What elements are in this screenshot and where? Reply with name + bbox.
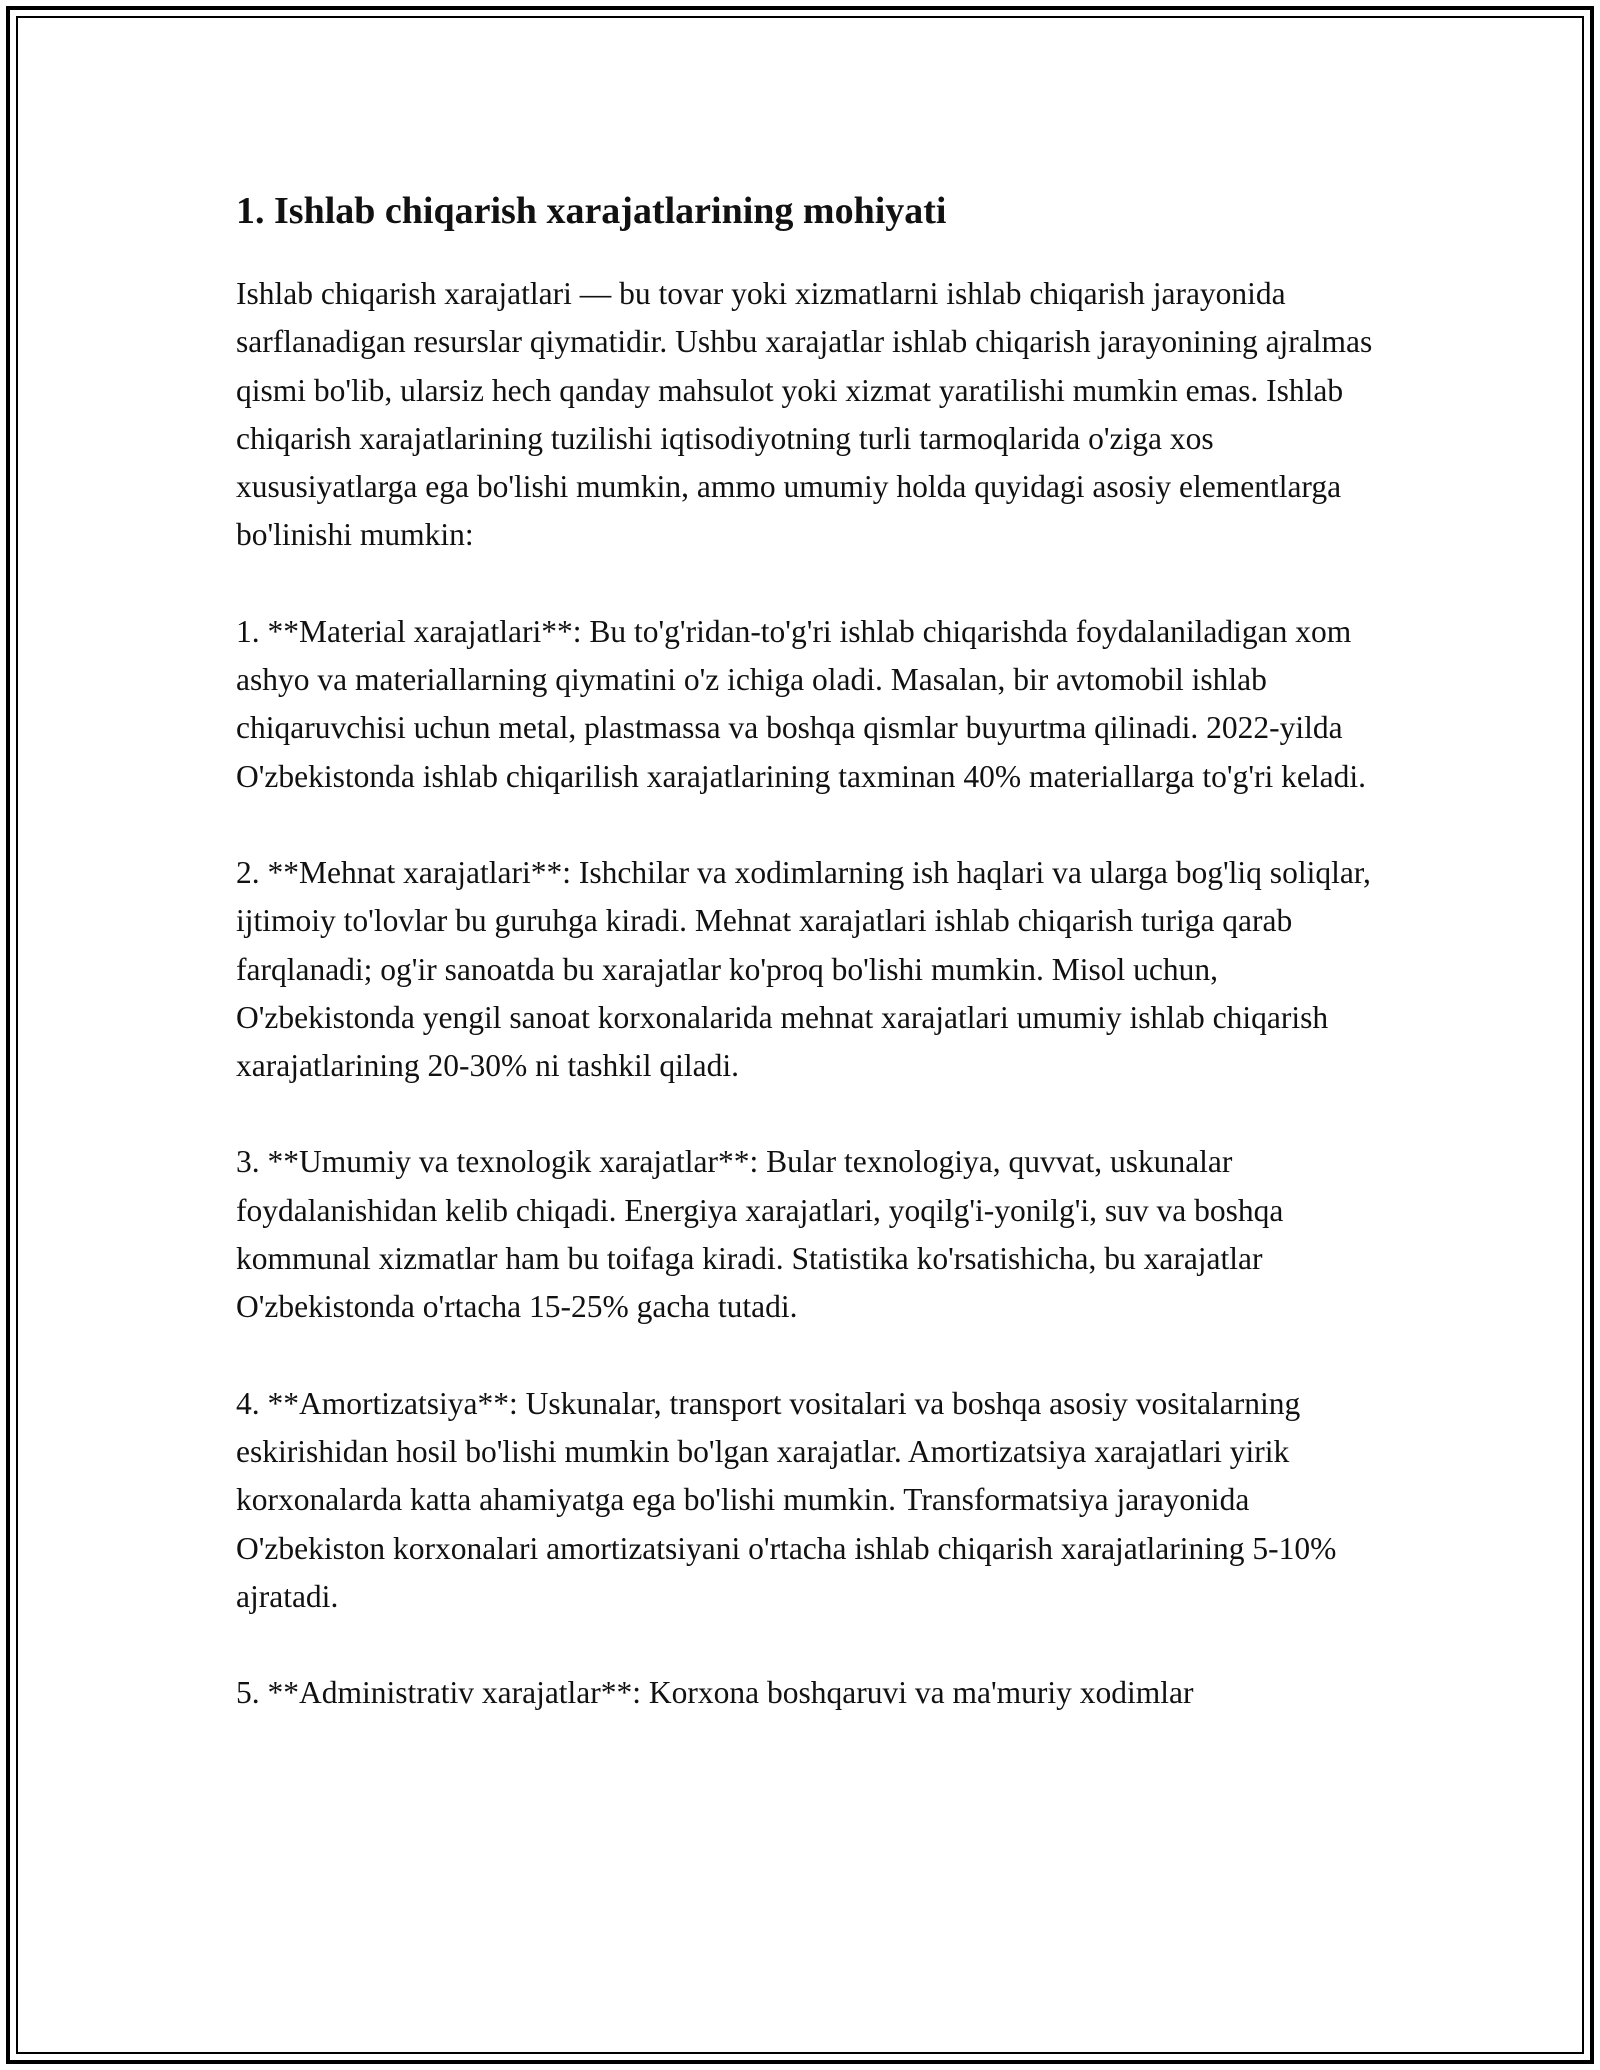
list-item-material-costs: 1. **Material xarajatlari**: Bu to'g'ridan-to'g'ri ishlab chiqarishda foydalaniladigan xom ashyo va materiallarning qiymatini o'z ichiga oladi. Masalan, bir avtomobil ishlab chiqaruvchisi uchun metal, plastmassa va boshqa qismlar buyurtma qilinadi. 2022-yilda O'zbekistonda ishlab chiqarilish xarajatlarining taxminan 40% materiallarga to'g'ri keladi.	[236, 613, 1366, 794]
intro-paragraph: Ishlab chiqarish xarajatlari — bu tovar yoki xizmatlarni ishlab chiqarish jarayonida sarflanadigan resurslar qiymatidir. Ushbu xarajatlar ishlab chiqarish jarayonining ajralmas qismi bo'lib, ularsiz hech qanday mahsulot yoki xizmat yaratilishi mumkin emas. Ishlab chiqarish xarajatlarining tuzilishi iqtisodiyotning turli tarmoqlarida o'ziga xos xususiyatlarga ega bo'lishi mumkin, ammo umumiy holda quyidagi asosiy elementlarga bo'linishi mumkin:	[236, 276, 1373, 553]
list-item-administrative-costs: 5. **Administrativ xarajatlar**: Korxona boshqaruvi va ma'muriy xodimlar	[236, 1675, 1194, 1711]
document-body	[236, 186, 1384, 1765]
list-item-general-technological-costs: 3. **Umumiy va texnologik xarajatlar**: Bular texnologiya, quvvat, uskunalar foydalanishidan kelib chiqadi. Energiya xarajatlari, yoqilg'i-yonilg'i, suv va boshqa kommunal xizmatlar ham bu toifaga kiradi. Statistika ko'rsatishicha, bu xarajatlar O'zbekistonda o'rtacha 15-25% gacha tutadi.	[236, 1144, 1284, 1325]
list-item-depreciation: 4. **Amortizatsiya**: Uskunalar, transport vositalari va boshqa asosiy vositalarning eskirishidan hosil bo'lishi mumkin bo'lgan xarajatlar. Amortizatsiya xarajatlari yirik korxonalarda katta ahamiyatga ega bo'lishi mumkin. Transformatsiya jarayonida O'zbekiston korxonalari amortizatsiyani o'rtacha ishlab chiqarish xarajatlarining 5-10% ajratadi.	[236, 1385, 1337, 1614]
list-item-labor-costs: 2. **Mehnat xarajatlari**: Ishchilar va xodimlarning ish haqlari va ularga bog'liq soliqlar, ijtimoiy to'lovlar bu guruhga kiradi. Mehnat xarajatlari ishlab chiqarish turiga qarab farqlanadi; og'ir sanoatda bu xarajatlar ko'proq bo'lishi mumkin. Misol uchun, O'zbekistonda yengil sanoat korxonalarida mehnat xarajatlari umumiy ishlab chiqarish xarajatlarining 20-30% ni tashkil qiladi.	[236, 854, 1371, 1084]
section-heading: 1. Ishlab chiqarish xarajatlarining mohiyati	[236, 190, 947, 232]
